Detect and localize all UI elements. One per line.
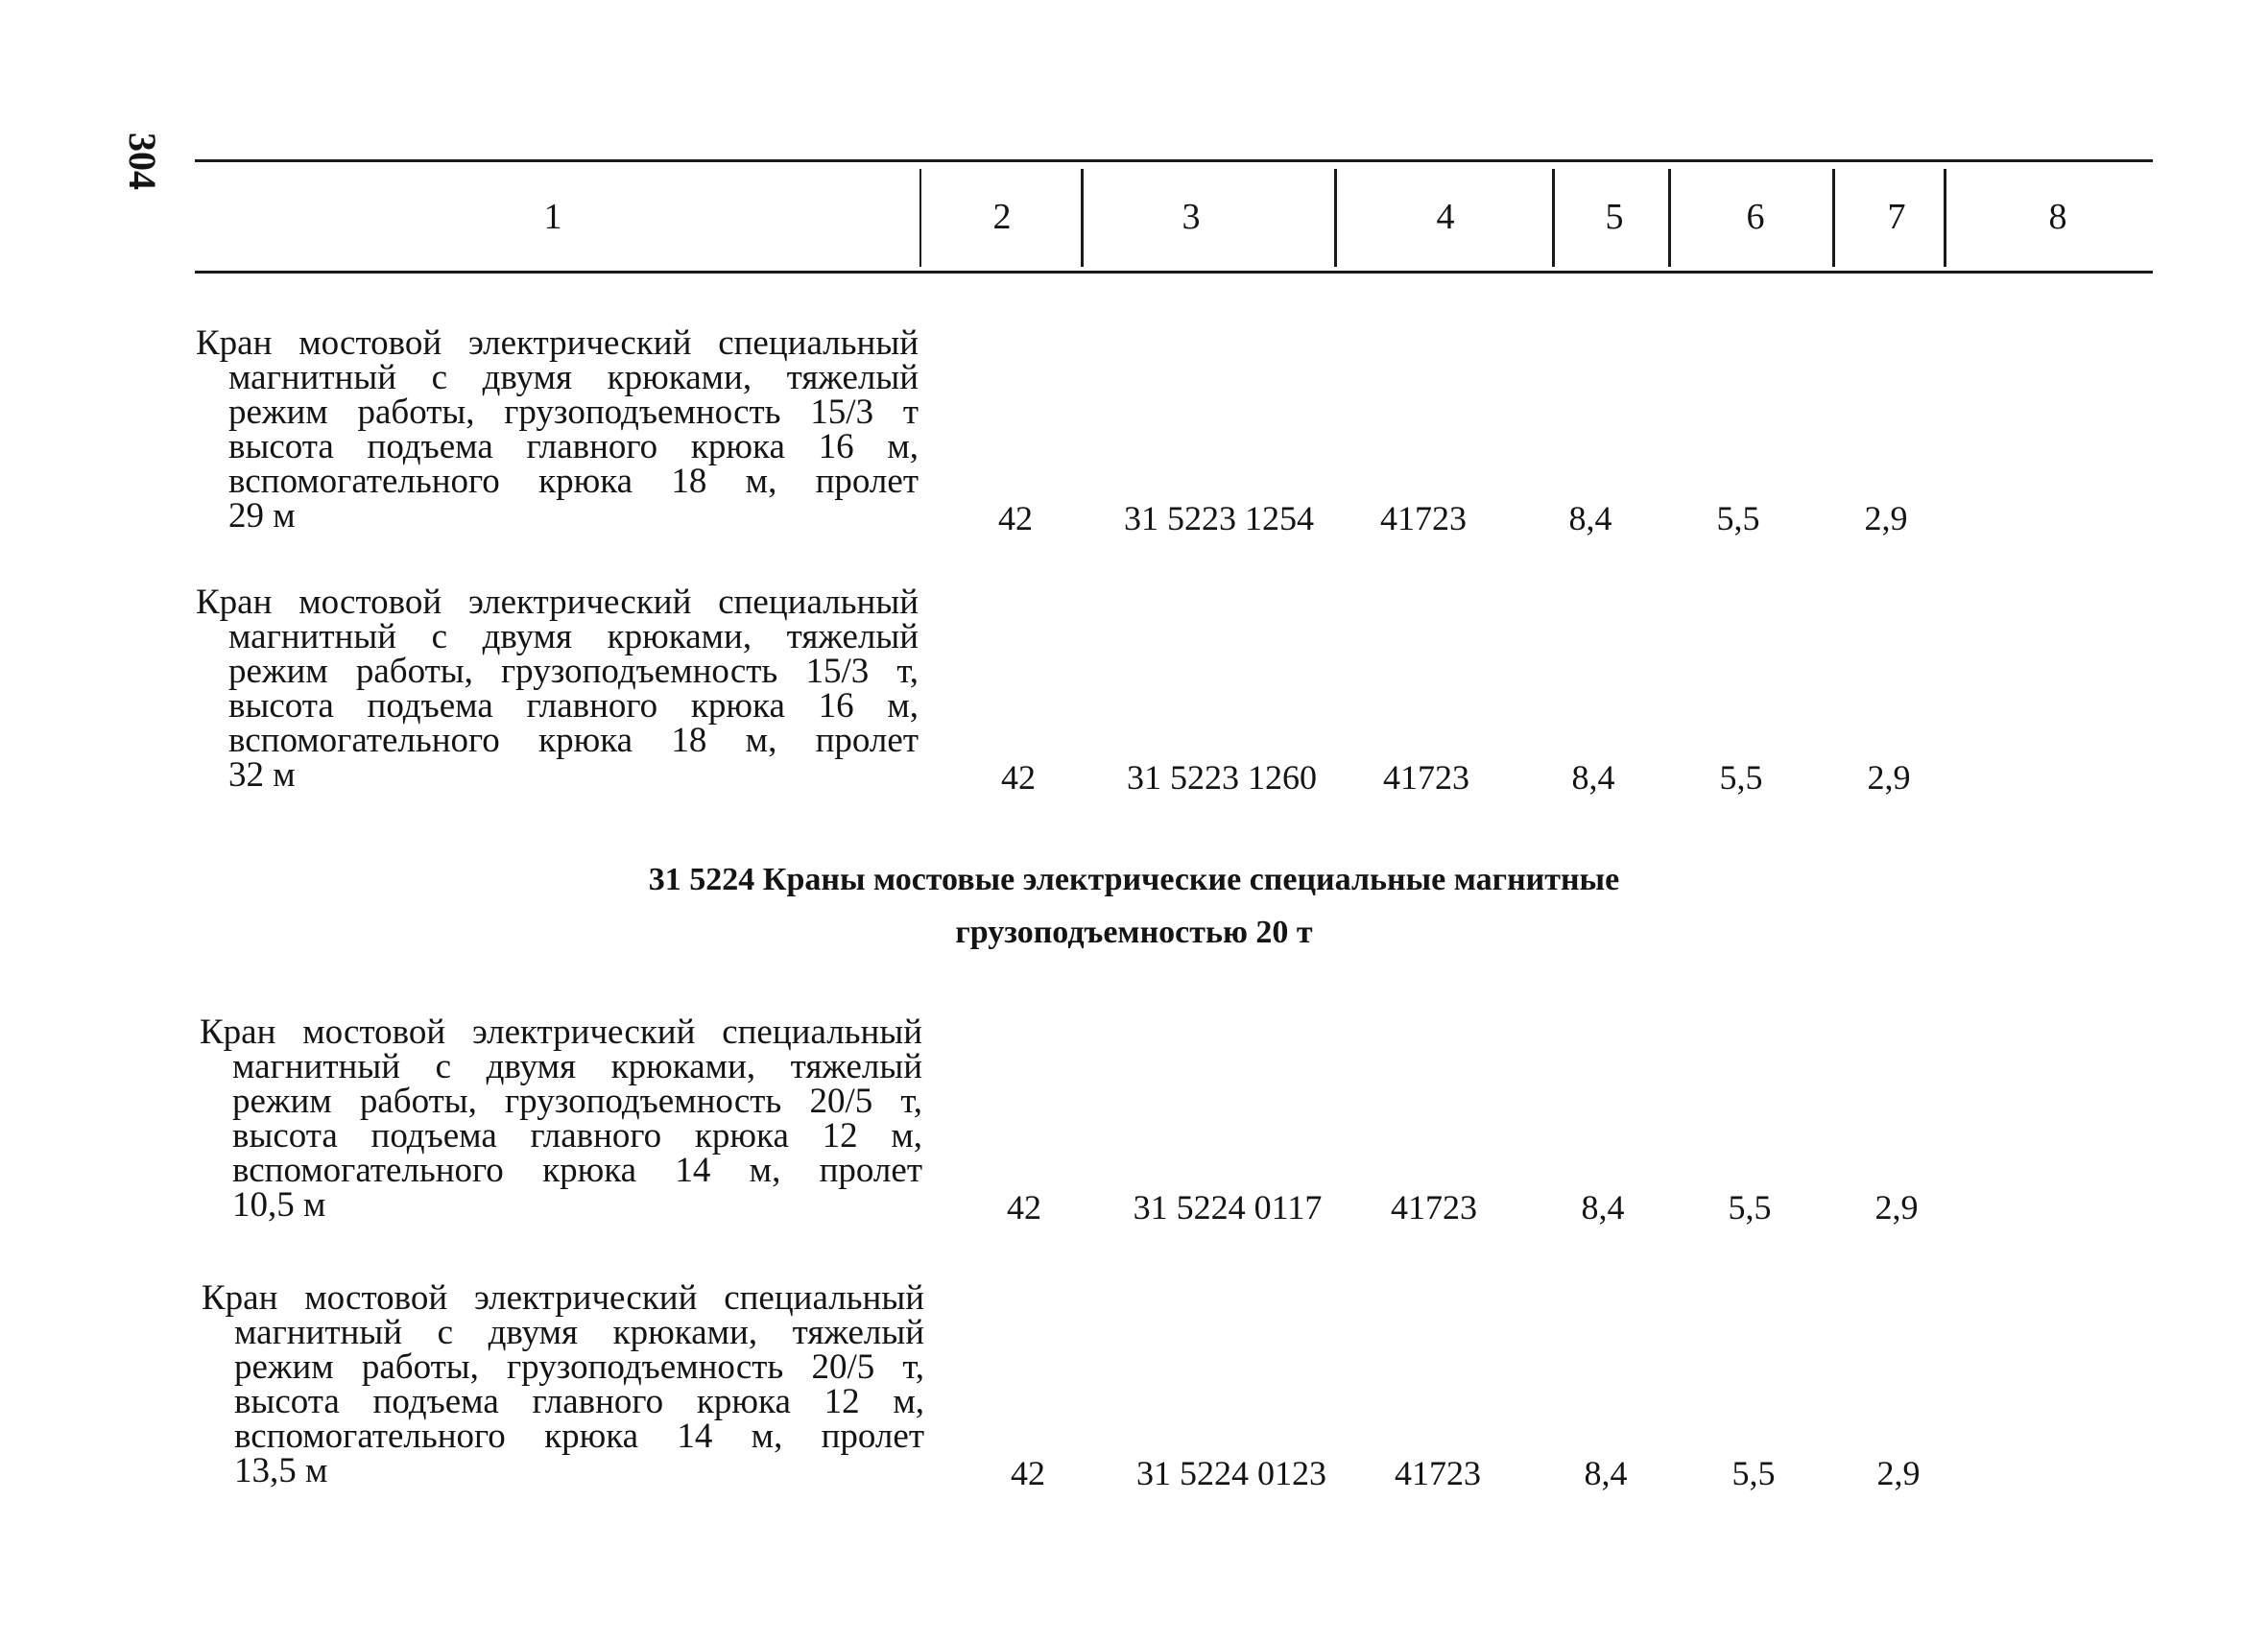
table-row-4-col-3: 31 5224 0123 (1136, 1454, 1326, 1492)
description-line: 32 м (228, 755, 296, 795)
description-line: режим работы, грузоподъемность 15/3 т (228, 393, 919, 432)
description-line: высота подъема главного крюка 16 м, (228, 427, 919, 466)
description-line: Кран мостовой электрический специальный (202, 1278, 924, 1318)
table-row-3-col-4: 41723 (1391, 1188, 1477, 1227)
description-line: 13,5 м (234, 1451, 328, 1490)
column-separator-4-5 (1552, 169, 1555, 267)
column-separator-6-7 (1832, 169, 1835, 267)
description-line: 10,5 м (232, 1185, 326, 1225)
column-separator-2-3 (1081, 169, 1084, 267)
table-header-col-6: 6 (1746, 197, 1765, 237)
table-header-col-3: 3 (1182, 197, 1201, 237)
table-header-col-4: 4 (1436, 197, 1455, 237)
table-row-3-col-3: 31 5224 0117 (1133, 1188, 1323, 1227)
table-row-2-col-2: 42 (1001, 758, 1036, 797)
description-line: магнитный с двумя крюками, тяжелый (234, 1313, 924, 1352)
table-row-2-col-6: 5,5 (1719, 758, 1763, 797)
description-line: высота подъема главного крюка 16 м, (228, 686, 919, 726)
table-row-3-col-2: 42 (1007, 1188, 1041, 1227)
table-row-2-col-3: 31 5223 1260 (1127, 758, 1317, 797)
description-line: Кран мостовой электрический специальный (200, 1013, 922, 1052)
description-line: вспомогательного крюка 18 м, пролет (228, 462, 919, 501)
table-row-3-col-7: 2,9 (1874, 1188, 1919, 1227)
description-line: вспомогательного крюка 14 м, пролет (232, 1151, 922, 1190)
description-line: Кран мостовой электрический специальный (196, 323, 919, 363)
table-row-1-description (196, 323, 919, 536)
description-line: магнитный с двумя крюками, тяжелый (228, 617, 919, 656)
table-header-col-5: 5 (1605, 197, 1624, 237)
description-line: Кран мостовой электрический специальный (196, 583, 919, 622)
table-row-3-col-6: 5,5 (1728, 1188, 1772, 1227)
table-row-2-description (196, 585, 919, 793)
page-number: 304 (121, 132, 164, 190)
table-header-col-7: 7 (1887, 197, 1906, 237)
table-header-col-1: 1 (543, 197, 562, 237)
table-row-1-col-4: 41723 (1380, 499, 1467, 537)
description-line: 29 м (228, 496, 296, 536)
table-row-1-col-5: 8,4 (1568, 499, 1612, 537)
table-row-4-col-7: 2,9 (1876, 1454, 1921, 1492)
column-separator-7-8 (1944, 169, 1946, 267)
table-row-4-description (202, 1278, 924, 1490)
table-row-2-col-7: 2,9 (1867, 758, 1911, 797)
table-header-top-rule (195, 159, 2153, 162)
description-line: высота подъема главного крюка 12 м, (232, 1116, 922, 1156)
table-row-4-col-4: 41723 (1395, 1454, 1481, 1492)
table-row-3-description (200, 1015, 922, 1223)
table-row-4-col-5: 8,4 (1584, 1454, 1628, 1492)
table-row-1-col-7: 2,9 (1864, 499, 1908, 537)
column-separator-3-4 (1334, 169, 1337, 267)
section-title-line-2: грузоподъемностью 20 т (955, 915, 1313, 950)
table-header-bottom-rule (195, 271, 2153, 274)
table-row-4-col-6: 5,5 (1731, 1454, 1776, 1492)
section-title-line-1: 31 5224 Краны мостовые электрические специальные магнитные (648, 862, 1620, 897)
table-row-2-col-5: 8,4 (1571, 758, 1615, 797)
description-line: режим работы, грузоподъемность 20/5 т, (234, 1347, 924, 1387)
table-row-3-col-5: 8,4 (1581, 1188, 1625, 1227)
description-line: вспомогательного крюка 14 м, пролет (234, 1417, 924, 1456)
description-line: режим работы, грузоподъемность 15/3 т, (228, 652, 919, 691)
description-line: магнитный с двумя крюками, тяжелый (232, 1047, 922, 1086)
table-row-4-col-2: 42 (1011, 1454, 1045, 1492)
table-row-1-col-6: 5,5 (1716, 499, 1760, 537)
table-header-col-8: 8 (2048, 197, 2067, 237)
table-row-2-col-4: 41723 (1383, 758, 1469, 797)
column-separator-1-2 (919, 169, 921, 267)
table-row-1-col-2: 42 (998, 499, 1033, 537)
description-line: вспомогательного крюка 18 м, пролет (228, 721, 919, 760)
column-separator-5-6 (1668, 169, 1671, 267)
description-line: магнитный с двумя крюками, тяжелый (228, 358, 919, 397)
table-row-1-col-3: 31 5223 1254 (1124, 499, 1314, 537)
description-line: высота подъема главного крюка 12 м, (234, 1382, 924, 1421)
table-header-col-2: 2 (992, 197, 1012, 237)
description-line: режим работы, грузоподъемность 20/5 т, (232, 1082, 922, 1121)
